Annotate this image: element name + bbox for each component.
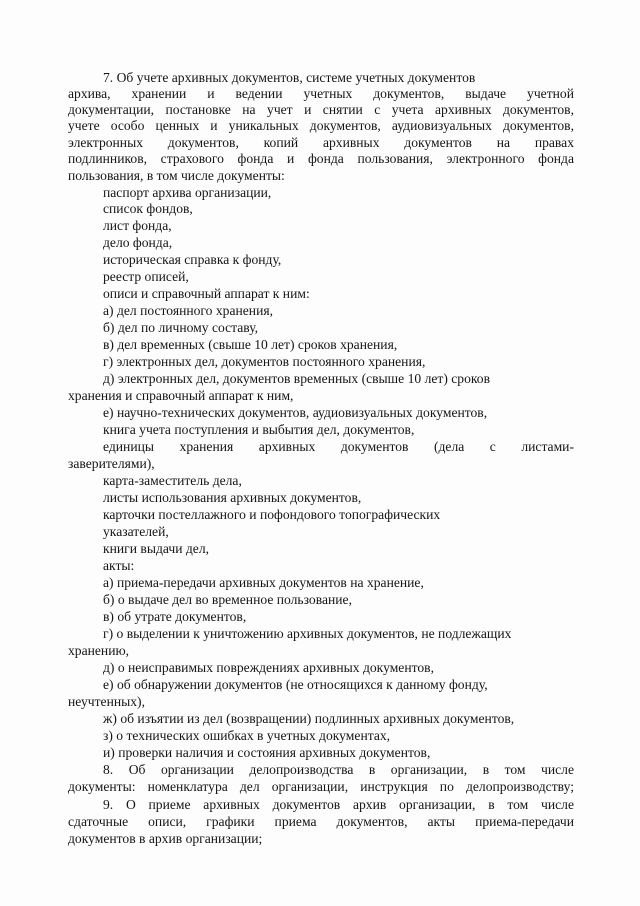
list-item: лист фонда, (103, 218, 172, 233)
list-item: описи и справочный аппарат к ним: (103, 286, 310, 301)
text-line: учете особо ценных и уникальных документов, аудиовизуальных документов, (68, 118, 574, 133)
list-item: единицы хранения архивных документов (дела с листами- (103, 439, 574, 454)
text-line: документов в архив организации; (68, 831, 263, 846)
list-item: паспорт архива организации, (103, 185, 272, 200)
list-item: акты: (103, 558, 135, 573)
list-item: и) проверки наличия и состояния архивных документов, (103, 745, 431, 760)
text-line: пользования, в том числе документы: (68, 168, 285, 183)
list-item: г) о выделении к уничтожению архивных документов, не подлежащих (103, 626, 512, 641)
text-line: архива, хранении и ведении учетных документов, выдаче учетной (68, 86, 574, 101)
paragraph-7-start: 7. Об учете архивных документов, системе учетных документов (103, 70, 476, 85)
text-line: неучтенных), (68, 694, 145, 709)
list-item: в) об утрате документов, (103, 609, 247, 624)
text-line: документы: номенклатура дел организации, инструкция по делопроизводству; (68, 779, 574, 794)
text-line: заверителями), (68, 456, 155, 471)
list-item: карта-заместитель дела, (103, 473, 242, 488)
list-item: листы использования архивных документов, (103, 490, 362, 505)
list-item: книги выдачи дел, (103, 541, 210, 556)
list-item: е) об обнаружении документов (не относящихся к данному фонду, (103, 677, 488, 692)
list-item: в) дел временных (свыше 10 лет) сроков хранения, (103, 337, 398, 352)
list-item: книга учета поступления и выбытия дел, документов, (103, 422, 415, 437)
list-item: а) приема-передачи архивных документов на хранение, (103, 575, 424, 590)
list-item: б) дел по личному составу, (103, 320, 259, 335)
list-item: д) о неисправимых повреждениях архивных документов, (103, 660, 434, 675)
text-line: хранению, (68, 643, 130, 658)
list-item: ж) об изъятии из дел (возвращении) подлинных архивных документов, (103, 711, 515, 726)
text-line: хранения и справочный аппарат к ним, (68, 388, 294, 403)
list-item: указателей, (103, 524, 169, 539)
list-item: а) дел постоянного хранения, (103, 303, 274, 318)
list-item: з) о технических ошибках в учетных документах, (103, 728, 391, 743)
list-item: б) о выдаче дел во временное пользование, (103, 592, 352, 607)
list-item: список фондов, (103, 201, 193, 216)
list-item: е) научно-технических документов, аудиовизуальных документов, (103, 405, 488, 420)
list-item: дело фонда, (103, 235, 173, 250)
text-line: документации, постановке на учет и снятии с учета архивных документов, (68, 102, 574, 117)
list-item: д) электронных дел, документов временных (свыше 10 лет) сроков (103, 371, 491, 386)
list-item: карточки постеллажного и пофондового топографических (103, 507, 441, 522)
list-item: г) электронных дел, документов постоянного хранения, (103, 354, 426, 369)
text-line: подлинников, страхового фонда и фонда пользования, электронного фонда (68, 151, 574, 166)
text-line: электронных документов, копий архивных документов на правах (68, 135, 574, 150)
paragraph-9-start: 9. О приеме архивных документов архив организации, в том числе (103, 797, 574, 812)
list-item: реестр описей, (103, 269, 189, 284)
text-line: сдаточные описи, графики приема документов, акты приема-передачи (68, 814, 574, 829)
paragraph-8-start: 8. Об организации делопроизводства в организации, в том числе (103, 762, 574, 777)
list-item: историческая справка к фонду, (103, 252, 282, 267)
